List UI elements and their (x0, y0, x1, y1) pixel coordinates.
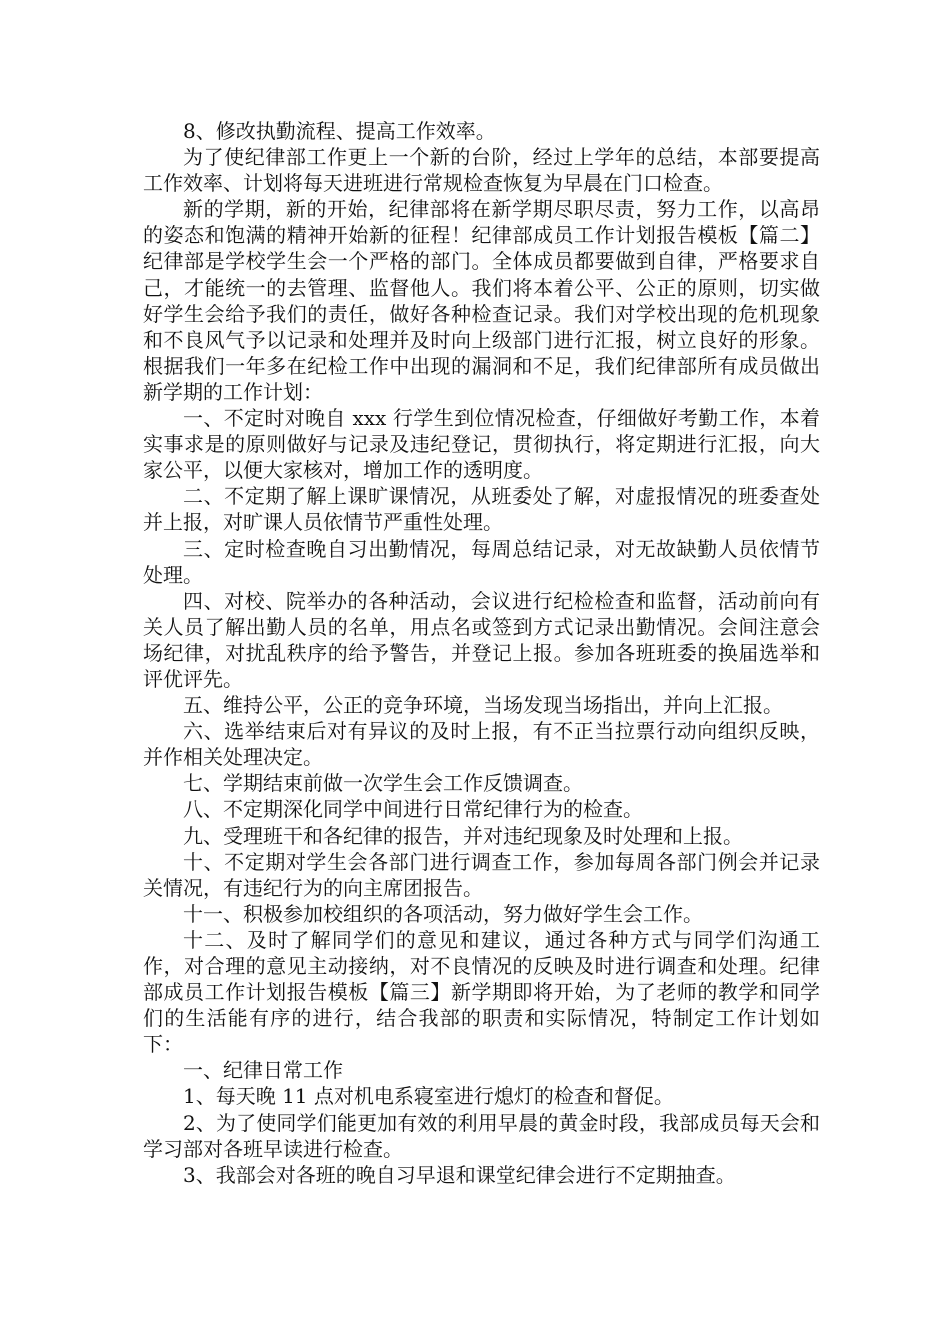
paragraph-plan-6: 六、选举结束后对有异议的及时上报，有不正当拉票行动向组织反映，并作相关处理决定。 (143, 719, 820, 770)
document-body (143, 118, 820, 1188)
paragraph-plan-2: 二、不定期了解上课旷课情况，从班委处了解，对虚报情况的班委查处并上报，对旷课人员依情节严重性处理。 (143, 484, 820, 535)
paragraph-plan-9: 九、受理班干和各纪律的报告，并对违纪现象及时处理和上报。 (183, 823, 743, 848)
paragraph-efficiency: 为了使纪律部工作更上一个新的台阶，经过上学年的总结，本部要提高工作效率、计划将每天进班进行常规检查恢复为早晨在门口检查。 (143, 145, 820, 196)
paragraph-plan-7: 七、学期结束前做一次学生会工作反馈调查。 (183, 771, 583, 796)
paragraph-plan-12: 十二、及时了解同学们的意见和建议，通过各种方式与同学们沟通工作，对合理的意见主动接纳，对不良情况的反映及时进行调查和处理。纪律部成员工作计划报告模板【篇三】新学期即将开始，为了老师的教学和同学们的生活能有序的进行，结合我部的职责和实际情况，特制定工作计划如下： (143, 927, 820, 1057)
paragraph-plan-4: 四、对校、院举办的各种活动，会议进行纪检检查和监督，活动前向有关人员了解出勤人员的名单，用点名或签到方式记录出勤情况。会间注意会场纪律，对扰乱秩序的给予警告，并登记上报。参加各班班委的换届选举和评优评先。 (143, 588, 820, 691)
paragraph-plan-3: 三、定时检查晚自习出勤情况，每周总结记录，对无故缺勤人员依情节处理。 (143, 536, 820, 587)
paragraph-plan-8: 八、不定期深化同学中间进行日常纪律行为的检查。 (183, 797, 643, 822)
paragraph-item-8: 8、修改执勤流程、提高工作效率。 (183, 119, 496, 143)
paragraph-plan-1: 一、不定时对晚自 xxx 行学生到位情况检查，仔细做好考勤工作，本着实事求是的原则做好与记录及违纪登记，贯彻执行，将定期进行汇报，向大家公平，以便大家核对，增加工作的透明度。 (143, 406, 820, 483)
paragraph-plan-10: 十、不定期对学生会各部门进行调查工作，参加每周各部门例会并记录关情况，有违纪行为的向主席团报告。 (143, 849, 820, 900)
paragraph-daily-2: 2、为了使同学们能更加有效的利用早晨的黄金时段，我部成员每天会和学习部对各班早读进行检查。 (143, 1110, 820, 1161)
paragraph-plan-5: 五、维持公平，公正的竞争环境，当场发现当场指出，并向上汇报。 (183, 693, 783, 718)
paragraph-daily-3: 3、我部会对各班的晚自习早退和课堂纪律会进行不定期抽查。 (183, 1162, 736, 1187)
paragraph-plan-11: 十一、积极参加校组织的各项活动，努力做好学生会工作。 (183, 901, 703, 926)
paragraph-daily-1: 1、每天晚 11 点对机电系寝室进行熄灯的检查和督促。 (183, 1084, 674, 1109)
paragraph-new-semester: 新的学期，新的开始，纪律部将在新学期尽职尽责，努力工作，以高昂的姿态和饱满的精神开始新的征程！纪律部成员工作计划报告模板【篇二】纪律部是学校学生会一个严格的部门。全体成员都要做到自律，严格要求自己，才能统一的去管理、监督他人。我们将本着公平、公正的原则，切实做好学生会给予我们的责任，做好各种检查记录。我们对学校出现的危机现象和不良风气予以记录和处理并及时向上级部门进行汇报，树立良好的形象。根据我们一年多在纪检工作中出现的漏洞和不足，我们纪律部所有成员做出新学期的工作计划： (143, 197, 820, 404)
section-heading-daily-work: 一、纪律日常工作 (183, 1058, 343, 1083)
